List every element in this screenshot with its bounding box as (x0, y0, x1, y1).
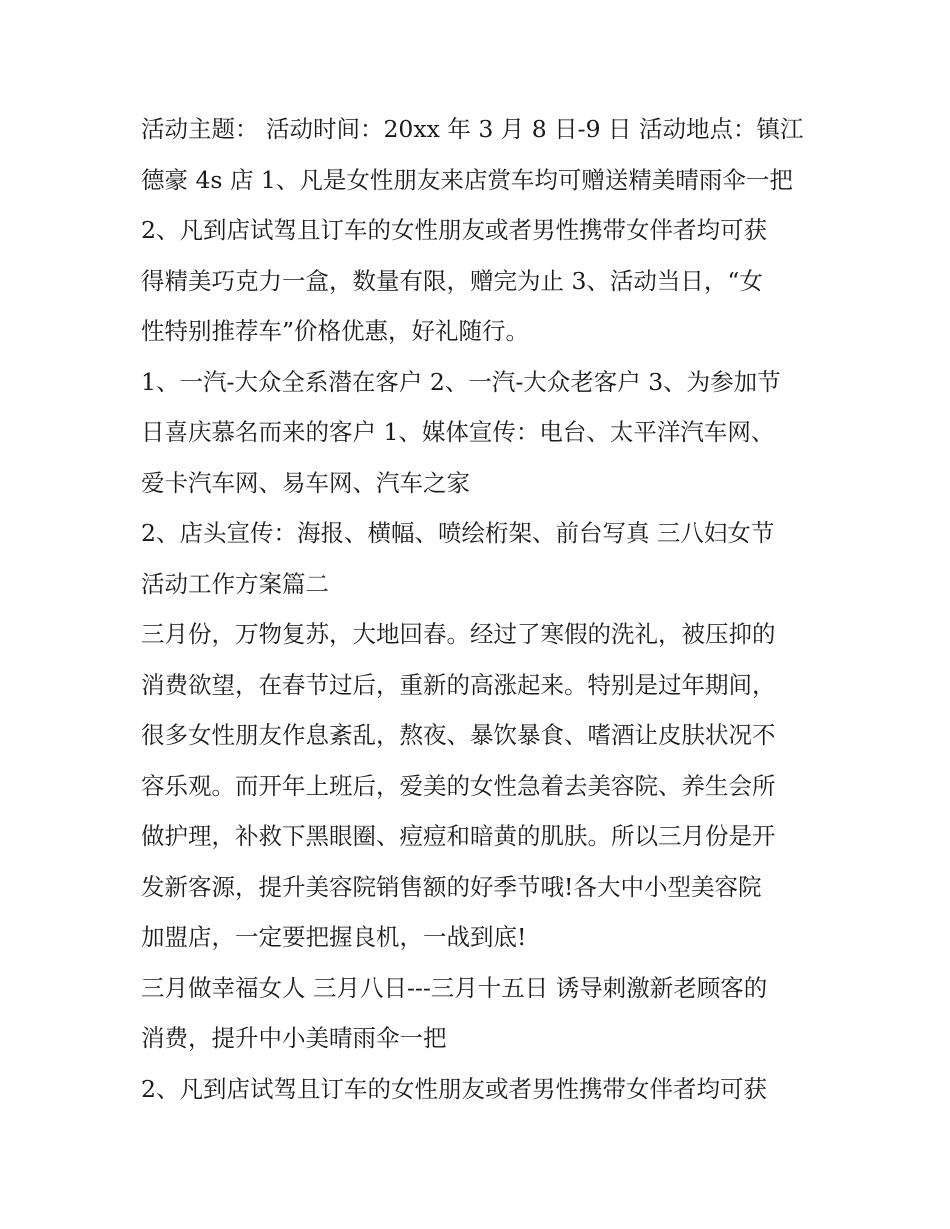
document-body (141, 104, 821, 1114)
text-line: 活动工作方案篇二 (141, 569, 329, 598)
text-line: 2、店头宣传：海报、横幅、喷绘桁架、前台写真 三八妇女节 (141, 519, 775, 547)
text-line: 性特别推荐车”价格优惠，好礼随行。 (141, 317, 530, 345)
text-line: 加盟店，一定要把握良机，一战到底! (141, 923, 527, 951)
text-line: 消费欲望，在春节过后，重新的高涨起来。特别是过年期间， (141, 670, 776, 699)
text-line: 1、一汽-大众全系潜在客户 2、一汽-大众老客户 3、为参加节 (141, 367, 781, 396)
text-line: 2、凡到店试驾且订车的女性朋友或者男性携带女伴者均可获 (141, 216, 767, 244)
text-line: 三月份，万物复苏，大地回春。经过了寒假的洗礼，被压抑的 (141, 620, 776, 648)
text-line: 爱卡汽车网、易车网、汽车之家 (141, 468, 470, 497)
text-line: 德豪 4s 店 1、凡是女性朋友来店赏车均可赠送精美晴雨伞一把 (141, 165, 793, 194)
text-line: 很多女性朋友作息紊乱，熬夜、暴饮暴食、嗜酒让皮肤状况不 (141, 721, 776, 749)
text-line: 发新客源，提升美容院销售额的好季节哦!各大中小型美容院 (141, 872, 762, 901)
text-line: 活动主题： 活动时间：20xx 年 3 月 8 日-9 日 活动地点：镇江 (141, 115, 804, 143)
text-line: 得精美巧克力一盒，数量有限，赠完为止 3、活动当日，“女 (141, 266, 763, 295)
text-line: 消费，提升中小美晴雨伞一把 (141, 1024, 447, 1052)
text-line: 日喜庆慕名而来的客户 1、媒体宣传：电台、太平洋汽车网、 (141, 418, 775, 446)
text-line: 容乐观。而开年上班后，爱美的女性急着去美容院、养生会所 (141, 771, 776, 800)
text-line: 2、凡到店试驾且订车的女性朋友或者男性携带女伴者均可获 (141, 1074, 767, 1103)
text-line: 做护理，补救下黑眼圈、痘痘和暗黄的肌肤。所以三月份是开 (141, 822, 776, 850)
text-line: 三月做幸福女人 三月八日---三月十五日 诱导刺激新老顾客的 (141, 973, 768, 1002)
